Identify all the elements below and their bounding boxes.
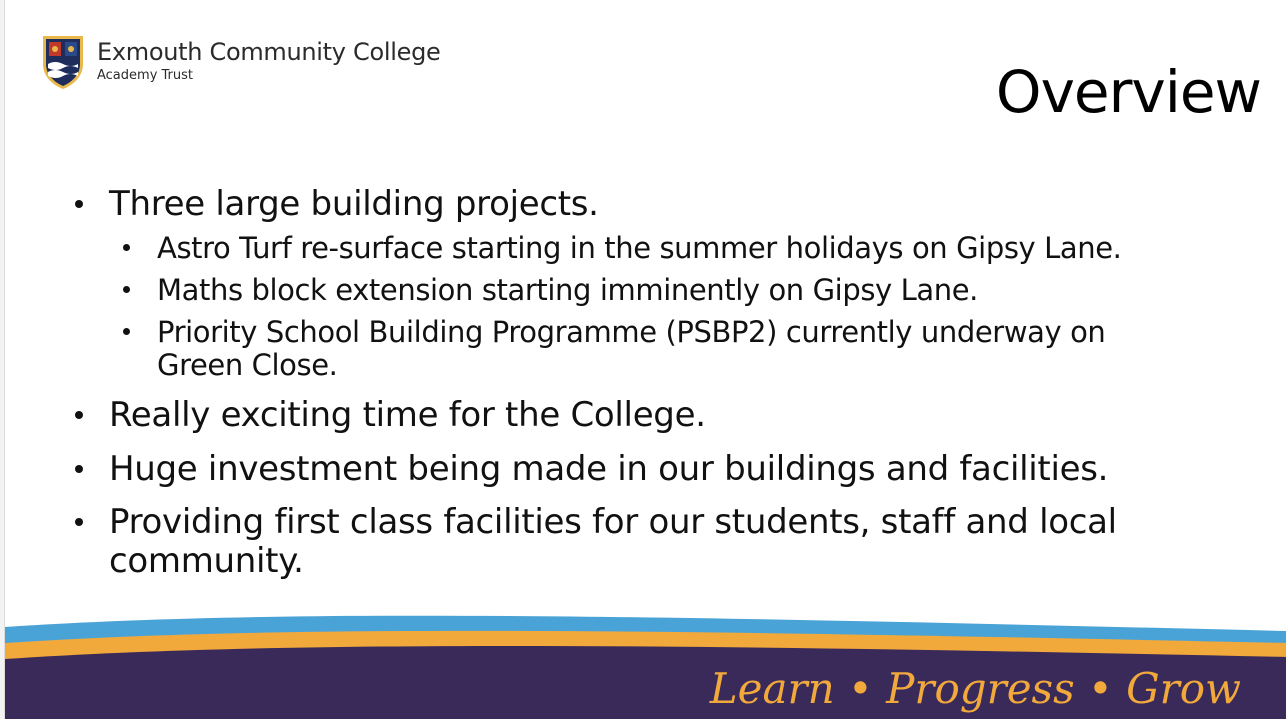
- bullet-dot: [75, 411, 83, 419]
- sub-bullet-2: Maths block extension starting imminently on Gipsy Lane.: [157, 273, 978, 307]
- bullet-list: [5, 0, 1286, 600]
- org-name: Exmouth Community College: [97, 38, 441, 66]
- slide-title: Overview: [995, 58, 1261, 126]
- slide: [4, 0, 1286, 719]
- sub-bullet-dot: [123, 328, 130, 335]
- bullet-4-continuation: community.: [109, 541, 304, 581]
- bullet-dot: [75, 200, 83, 208]
- bullet-3: Huge investment being made in our buildings and facilities.: [109, 449, 1109, 489]
- bullet-2: Really exciting time for the College.: [109, 395, 706, 435]
- org-subtitle: Academy Trust: [97, 68, 194, 83]
- sub-bullet-dot: [123, 286, 130, 293]
- sub-bullet-3-continuation: Green Close.: [157, 348, 338, 382]
- bullet-1: Three large building projects.: [109, 184, 599, 224]
- bullet-4: Providing first class facilities for our students, staff and local: [109, 502, 1117, 542]
- footer-tagline: Learn • Progress • Grow: [709, 664, 1241, 713]
- sub-bullet-3: Priority School Building Programme (PSBP2) currently underway on: [157, 315, 1106, 349]
- bullet-dot: [75, 518, 83, 526]
- sub-bullet-dot: [123, 244, 130, 251]
- sub-bullet-1: Astro Turf re-surface starting in the summer holidays on Gipsy Lane.: [157, 231, 1122, 265]
- bullet-dot: [75, 465, 83, 473]
